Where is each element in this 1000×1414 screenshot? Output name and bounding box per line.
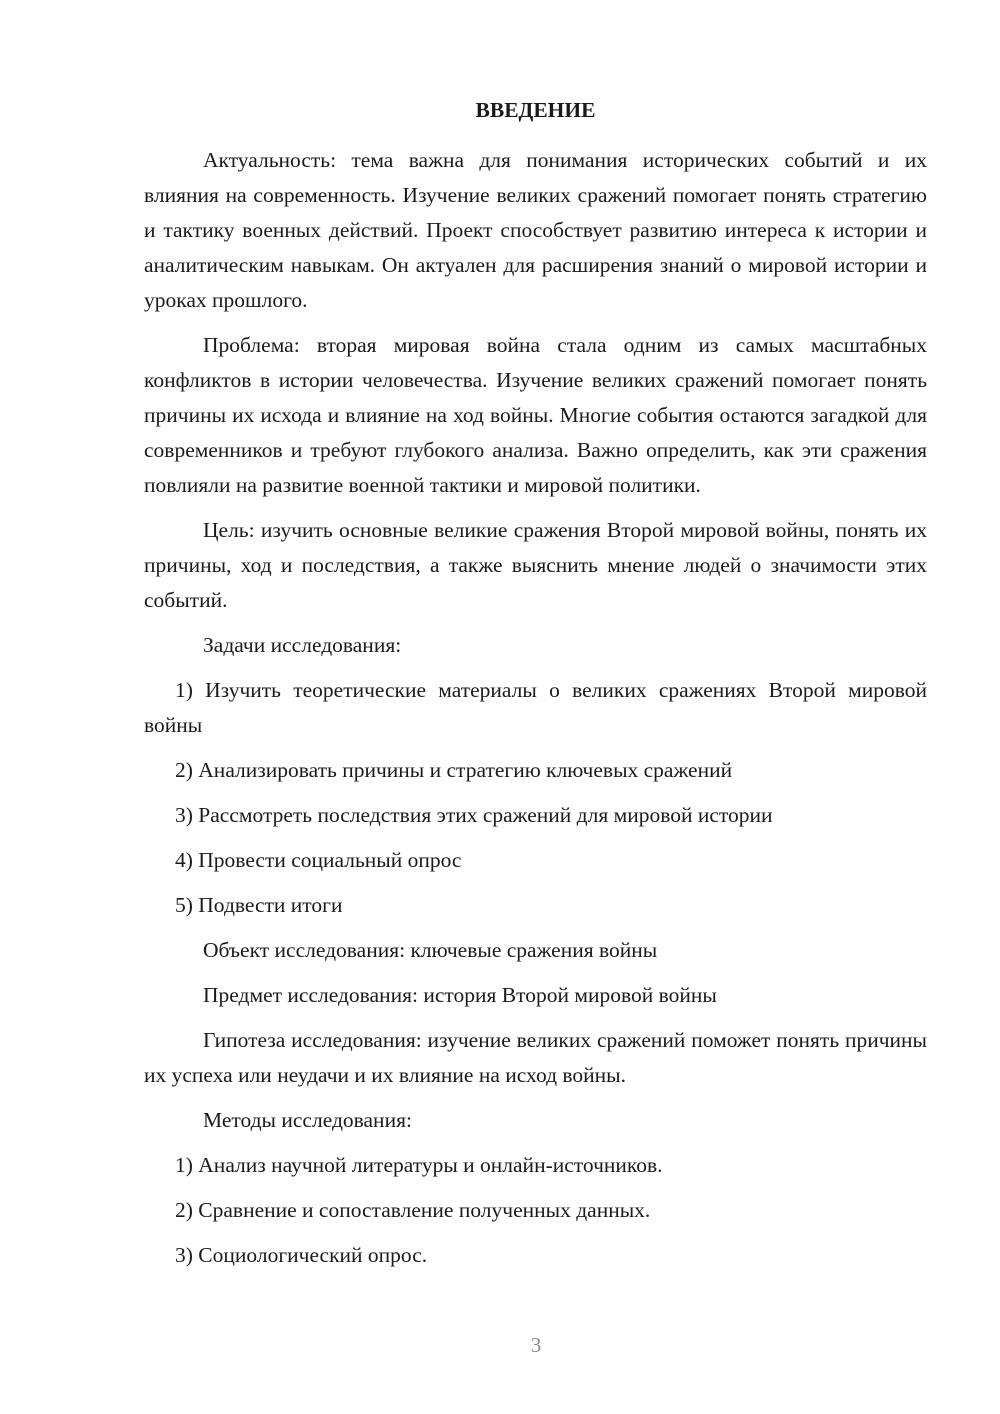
subject-paragraph: Предмет исследования: история Второй мировой войны [203,983,717,1007]
problem-paragraph: Проблема: вторая мировая война стала одним из самых масштабных конфликтов в истории человечества. Изучение великих сражений помогает понять причины их исхода и влияние на ход войны. Многие события остаются загадкой для современников и требуют глубокого анализа. Важно определить, как эти сражения повлияли на развитие военной тактики и мировой политики. [144,333,927,497]
relevance-paragraph: Актуальность: тема важна для понимания исторических событий и их влияния на современность. Изучение великих сражений помогает понять стратегию и тактику военных действий. Проект способствует развитию интереса к истории и аналитическим навыкам. Он актуален для расширения знаний о мировой истории и уроках прошлого. [144,148,927,312]
method-item: 2) Сравнение и сопоставление полученных данных. [175,1198,651,1222]
task-item: 4) Провести социальный опрос [175,848,462,872]
task-item: 2) Анализировать причины и стратегию ключевых сражений [175,758,733,782]
method-item: 3) Социологический опрос. [175,1243,428,1267]
task-item: 5) Подвести итоги [175,893,343,917]
hypothesis-paragraph: Гипотеза исследования: изучение великих сражений поможет понять причины их успеха или неудачи и их влияние на исход войны. [144,1028,927,1087]
document-page [144,95,927,1283]
goal-paragraph: Цель: изучить основные великие сражения Второй мировой войны, понять их причины, ход и последствия, а также выяснить мнение людей о значимости этих событий. [144,518,927,612]
page-title: ВВЕДЕНИЕ [475,98,596,122]
object-paragraph: Объект исследования: ключевые сражения войны [203,938,658,962]
page-number: 3 [530,1333,542,1357]
methods-heading: Методы исследования: [203,1108,412,1132]
tasks-heading: Задачи исследования: [203,633,402,657]
method-item: 1) Анализ научной литературы и онлайн-источников. [175,1153,663,1177]
task-item: 1) Изучить теоретические материалы о великих сражениях Второй мировой войны [144,678,927,737]
task-item: 3) Рассмотреть последствия этих сражений для мировой истории [175,803,773,827]
